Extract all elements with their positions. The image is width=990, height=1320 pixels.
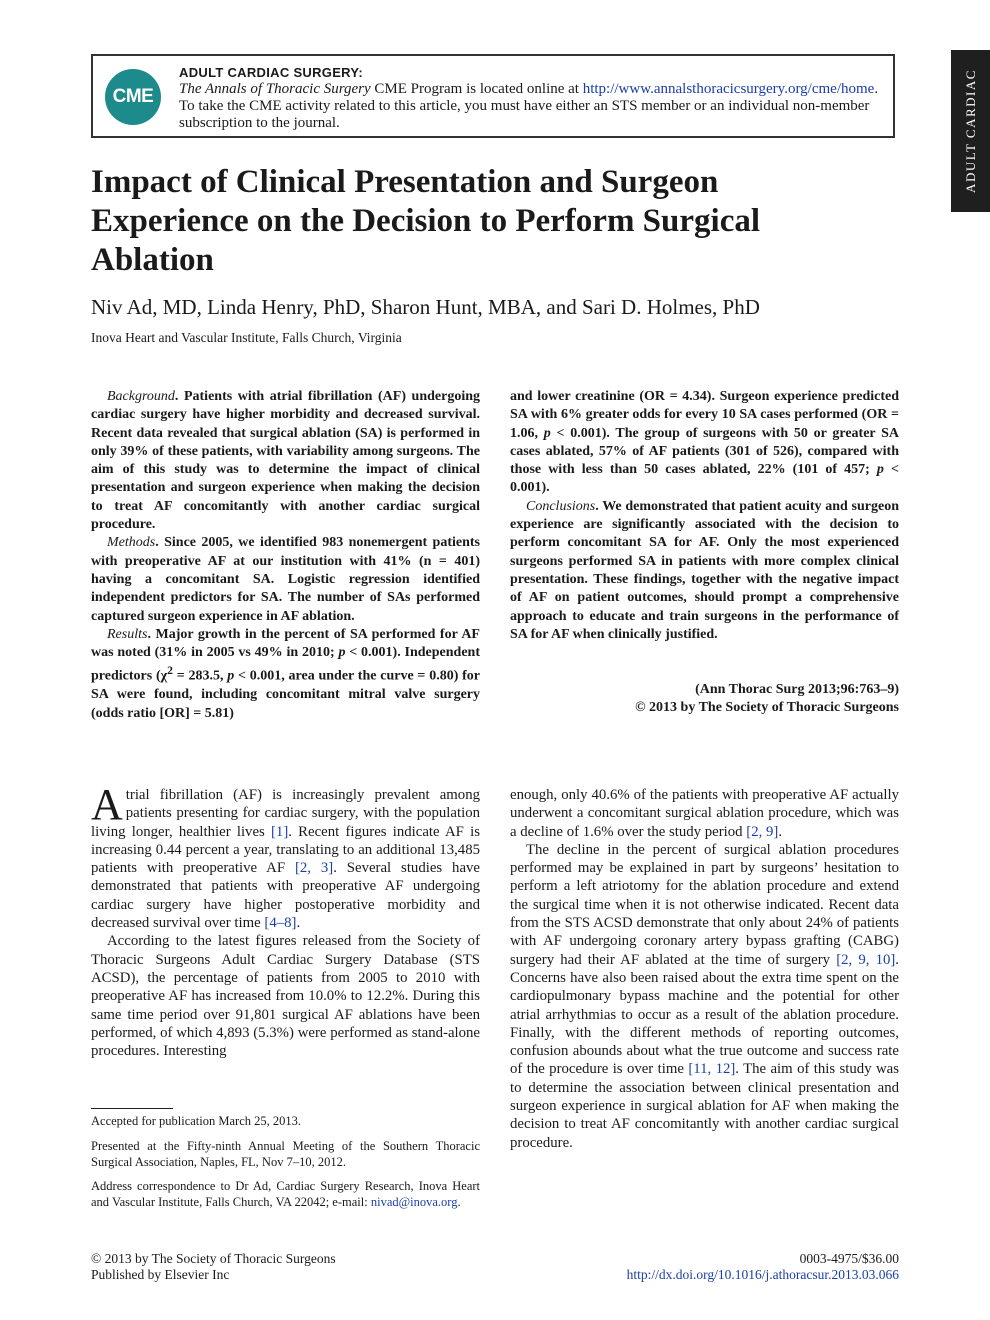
reference-link[interactable]: [11, 12] xyxy=(688,1061,736,1078)
article-authors: Niv Ad, MD, Linda Henry, PhD, Sharon Hunt, MBA, and Sari D. Holmes, PhD xyxy=(91,295,760,319)
abstract-citation-block xyxy=(510,681,899,718)
abstract-conclusions-text: . We demonstrated that patient acuity and surgeon experience are significantly associated with the decision to perform concomitant SA for AF. Only the most experienced surgeons performed SA in patients with more complex clinical presentation. These findings, together with the negative impact of AF on patient outcomes, should prompt a comprehensive approach to educate and train surgeons in the performance of SA for AF when clinically justified. xyxy=(510,498,899,642)
abstract-p-symbol: p xyxy=(338,645,346,661)
abstract-results-cont-pre: and lower creatinine (OR = 4.34). Surgeon experience predicted SA with 6% greater odds for every 10 SA cases performed (OR = 1.06, p < 0.001). The group of surgeons with 50 or greater SA cases ablated, 57% of AF patients (301 of 526), compared with those with less than 50 cases ablated, 22% (101 of 457; p < 0.001). xyxy=(510,389,900,496)
drop-cap: A xyxy=(91,780,123,829)
body-p2-text-a: According to the latest figures released from the Society of Thoracic Surgeons Adult Cardiac Surgery Database (STS ACSD), the percentage of patients from 2005 to 2010 with preoperative AF has increased from 10.0% to 12.2%. During this same time period over 91,801 surgical AF ablations have been performed, of which 4,893 (5.3%) were performed as stand-alone procedures. Interesting xyxy=(91,933,480,1060)
reference-link[interactable]: [4–8] xyxy=(264,915,297,932)
footnote-address-text: Address correspondence to Dr Ad, Cardiac Surgery Research, Inova Heart and Vascular Institute, Falls Church, VA 22042; e-mail: xyxy=(91,1179,480,1210)
reference-link[interactable]: [2, 9, 10] xyxy=(836,951,896,968)
abstract-superscript: 2 xyxy=(167,664,173,678)
cme-heading: ADULT CARDIAC SURGERY: xyxy=(179,65,364,80)
reference-link[interactable]: [1] xyxy=(271,823,289,840)
article-affiliation: Inova Heart and Vascular Institute, Falls Church, Virginia xyxy=(91,330,402,345)
body-paragraph-2 xyxy=(91,932,480,1060)
abstract-p-symbol: p xyxy=(227,669,235,685)
body-p1-text-d: . xyxy=(296,915,301,932)
abstract-results-label: Results xyxy=(107,626,148,642)
abstract-background-label: Background xyxy=(107,389,175,404)
abstract-methods-text: . Since 2005, we identified 983 nonemergent patients with preoperative AF at our institution with 41% (n = 401) having a concomitant SA. Logistic regression identified independent predictors for SA. The number of SAs performed captured surgeon experience in AF ablation. xyxy=(91,535,480,624)
cme-box xyxy=(91,54,895,138)
cme-text-b: . To take the CME activity related to this article, you must have either an STS member or an individual non-member subscription to the journal. xyxy=(179,81,879,131)
article-title: Impact of Clinical Presentation and Surgeon Experience on the Decision to Perform Surgical Ablation xyxy=(91,164,761,278)
cme-text-a: CME Program is located online at xyxy=(370,81,583,97)
footnote-accepted: Accepted for publication March 25, 2013. xyxy=(91,1114,302,1128)
page-footer-right xyxy=(627,1251,899,1283)
abstract-results-cont xyxy=(510,388,899,498)
body-p1-text-b: . Recent figures indicate AF is increasing 0.44 percent a year, translating to an additional 13,485 patients with preoperative AF xyxy=(91,823,480,877)
abstract-results-text-b: < 0.001). Independent predictors (χ xyxy=(91,645,480,685)
cme-journal: The Annals of Thoracic Surgery xyxy=(179,81,371,97)
body-p1-text-a: trial fibrillation (AF) is increasingly prevalent among patients presenting for cardiac surgery, with the population living longer, healthier lives xyxy=(91,787,480,840)
abstract-results-text-d: < 0.001, area under the curve = 0.80) for SA were found, including concomitant mitral valve surgery (odds ratio [OR] = 5.81) xyxy=(91,669,481,721)
doi-link[interactable]: http://dx.doi.org/10.1016/j.athoracsur.2013.03.066 xyxy=(626,1267,899,1282)
body-p1-text-c: . Several studies have demonstrated that patients with preoperative AF undergoing cardiac surgery have higher postoperative morbidity and decreased survival over time xyxy=(91,860,480,932)
abstract-results xyxy=(91,626,480,723)
abstract-copyright: © 2013 by The Society of Thoracic Surgeons xyxy=(635,700,899,716)
footer-issn: 0003-4975/$36.00 xyxy=(799,1251,899,1266)
body-p3-text-a: The decline in the percent of surgical ablation procedures performed may be explained in part by surgeons’ hesitation to perform a left atriotomy for the ablation procedure and extend the surgical time when it is not otherwise indicated. Recent data from the STS ACSD demonstrate that only about 24% of patients with AF undergoing coronary artery bypass grafting (CABG) surgery had their AF ablated at the time of surgery xyxy=(510,841,899,968)
abstract-methods xyxy=(91,534,480,625)
body-right-column xyxy=(510,786,899,1152)
footnote-divider xyxy=(91,1108,173,1109)
body-p2-cont-text: enough, only 40.6% of the patients with preoperative AF actually underwent a concomitant surgical ablation procedure, which was a decline of 1.6% over the study period xyxy=(510,787,899,840)
reference-link[interactable]: [2, 9] xyxy=(746,823,779,840)
body-left-column xyxy=(91,780,480,1060)
abstract-left-column xyxy=(91,388,480,723)
body-paragraph-1 xyxy=(91,780,480,932)
section-side-tab-label: ADULT CARDIAC xyxy=(962,69,978,193)
body-paragraph-2-cont xyxy=(510,786,899,841)
footer-publisher: Published by Elsevier Inc xyxy=(91,1267,230,1282)
body-paragraph-3 xyxy=(510,841,899,1152)
abstract-results-text-a: . Major growth in the percent of SA performed for AF was noted (31% in 2005 vs 49% in 2010; xyxy=(91,626,480,661)
footer-copyright: © 2013 by The Society of Thoracic Surgeons xyxy=(91,1251,336,1266)
journal-citation: (Ann Thorac Surg 2013;96:763–9) xyxy=(695,682,899,697)
reference-link[interactable]: [2, 3] xyxy=(294,860,334,877)
body-p3-text-c: . The aim of this study was to determine the association between clinical presentation and surgeon experience in surgical ablation for AF when making the decision to treat AF concomitantly with another cardiac surgical procedure. xyxy=(510,1061,899,1151)
abstract-right-column xyxy=(510,388,899,644)
body-p3-text-b: . Concerns have also been raised about the extra time spent on the cardiopulmonary bypass machine and the potential for other atrial arrhythmias to occur as a result of the ablation procedure. Finally, with the different methods of reporting outcomes, confusion abounds about what the true outcome and success rate of the procedure is over time xyxy=(510,951,899,1078)
abstract-methods-label: Methods xyxy=(107,535,156,551)
body-p2-text-b: . xyxy=(778,823,783,840)
abstract-background-text: . Patients with atrial fibrillation (AF) undergoing cardiac surgery have higher morbidity and decreased survival. Recent data revealed that surgical ablation (SA) is performed in only 39% of these patients, with variability among surgeons. The aim of this study was to determine the impact of clinical presentation and surgeon experience when making the decision to treat AF concomitantly with another cardiac surgical procedure. xyxy=(91,389,480,533)
cme-body xyxy=(179,81,883,132)
footnote-address-end: . xyxy=(457,1195,461,1210)
cme-logo: CME xyxy=(105,69,161,125)
abstract-results-text-c: = 283.5, xyxy=(172,669,228,685)
abstract-conclusions-label: Conclusions xyxy=(526,498,596,514)
footnote-address xyxy=(91,1179,480,1211)
page-footer-left xyxy=(91,1251,336,1283)
footnotes xyxy=(91,1114,480,1220)
section-side-tab xyxy=(951,50,990,212)
footnote-presented: Presented at the Fifty-ninth Annual Meeting of the Southern Thoracic Surgical Association, Naples, FL, Nov 7–10, 2012. xyxy=(91,1138,480,1169)
email-link[interactable]: nivad@inova.org xyxy=(370,1195,458,1210)
cme-url-link[interactable]: http://www.annalsthoracicsurgery.org/cme/home xyxy=(582,81,875,97)
cme-text xyxy=(179,64,883,132)
abstract-conclusions xyxy=(510,498,899,644)
abstract-background xyxy=(91,388,480,534)
